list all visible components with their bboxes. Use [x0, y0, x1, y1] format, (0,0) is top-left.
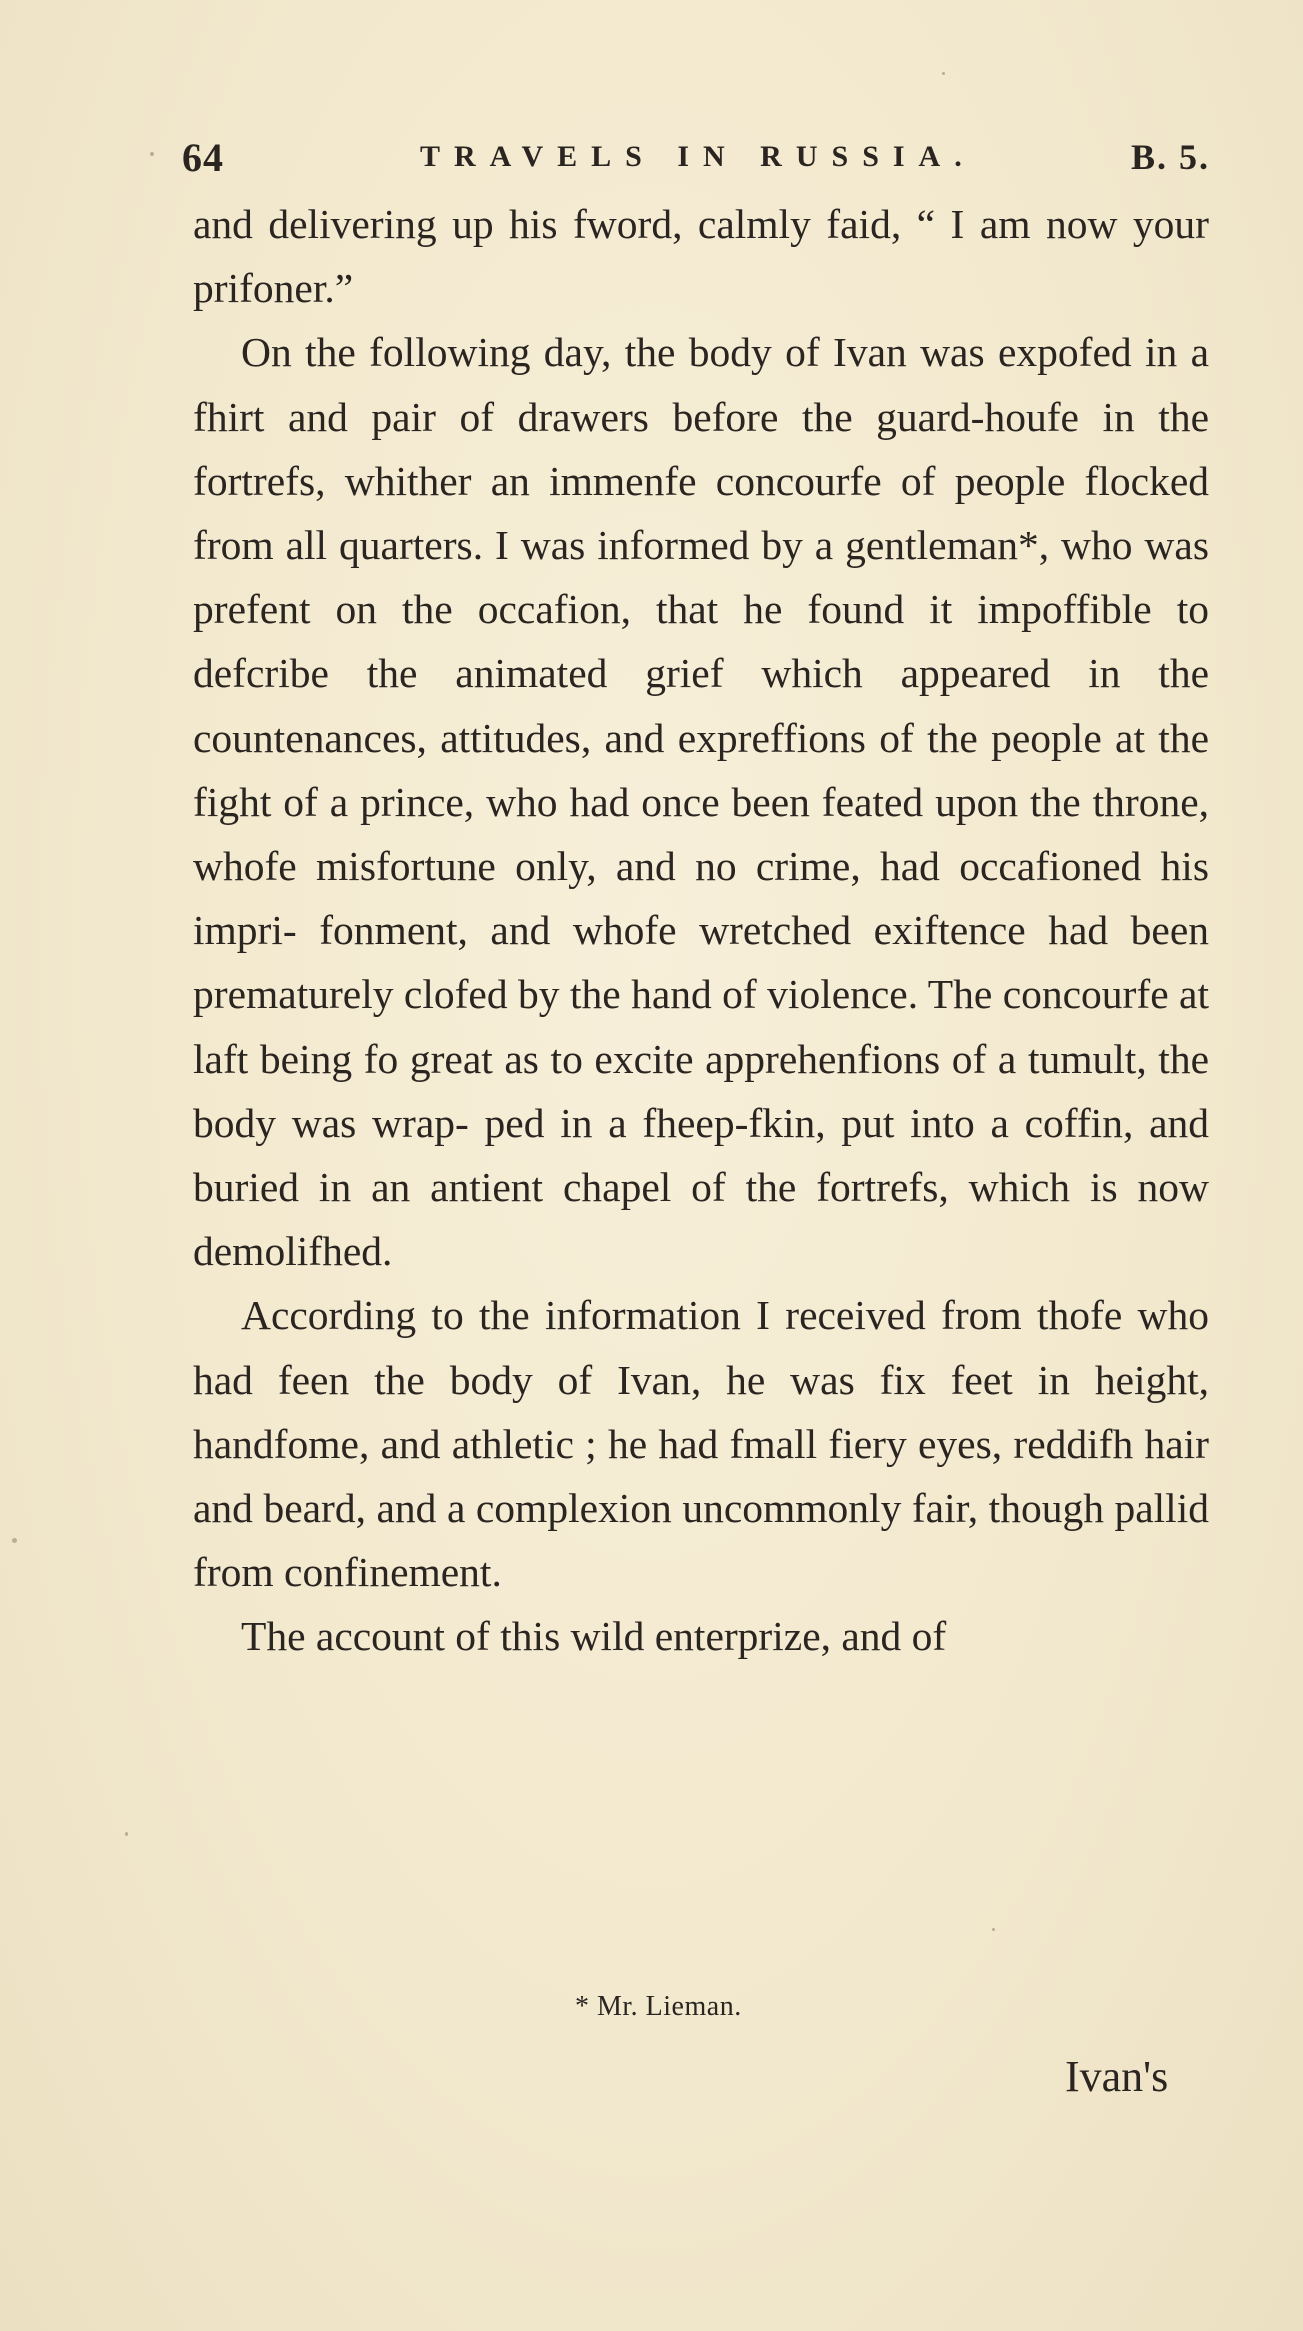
page-number: 64 [182, 135, 224, 180]
paper-speck [12, 1538, 17, 1543]
paragraph-enterprize: The account of this wild enterprize, and of [241, 1613, 947, 1660]
book-reference: B. 5. [1130, 137, 1210, 177]
paragraph-description-ivan: According to the information I received from thofe who had feen the body of Ivan, he was fix feet in height, handfome, and athletic ; he had fmall fiery eyes, reddifh hair and beard, and a complexion uncommonly fair, though pallid from confinement. [193, 1292, 1209, 1596]
paragraph-continuation: and delivering up his fword, calmly faid, “ I am now your prifoner.” [193, 201, 1209, 312]
catchword: Ivan's [1065, 2052, 1169, 2101]
paper-speck [942, 72, 945, 75]
paragraph-body-exposed: On the following day, the body of Ivan was expofed in a fhirt and pair of drawers before the guard-houfe in the fortrefs, whither an immenfe concourfe of people flocked from all quarters. I was informed by a gentleman*, who was prefent on the occafion, that he found it impoffible to defcribe the animated grief which appeared in the countenances, attitudes, and expreffions of the people at the fight of a prince, who had once been feated upon the throne, whofe misfortune only, and no crime, had occafioned his impri- fonment, and whofe wretched exiftence had been prematurely clofed by the hand of violence. The concourfe at laft being fo great as to excite apprehenfions of a tumult, the body was wrap- ped in a fheep-fkin, put into a coffin, and buried in an antient chapel of the fortrefs, which is now demolifhed. [193, 329, 1209, 1275]
footnote: * Mr. Lieman. [575, 1991, 742, 2022]
body-text [193, 192, 1209, 1669]
paper-speck [125, 1832, 128, 1836]
running-title: TRAVELS IN RUSSIA. [420, 140, 976, 173]
paper-speck [150, 152, 154, 156]
page-header [170, 128, 1210, 188]
paper-speck [992, 1928, 995, 1931]
